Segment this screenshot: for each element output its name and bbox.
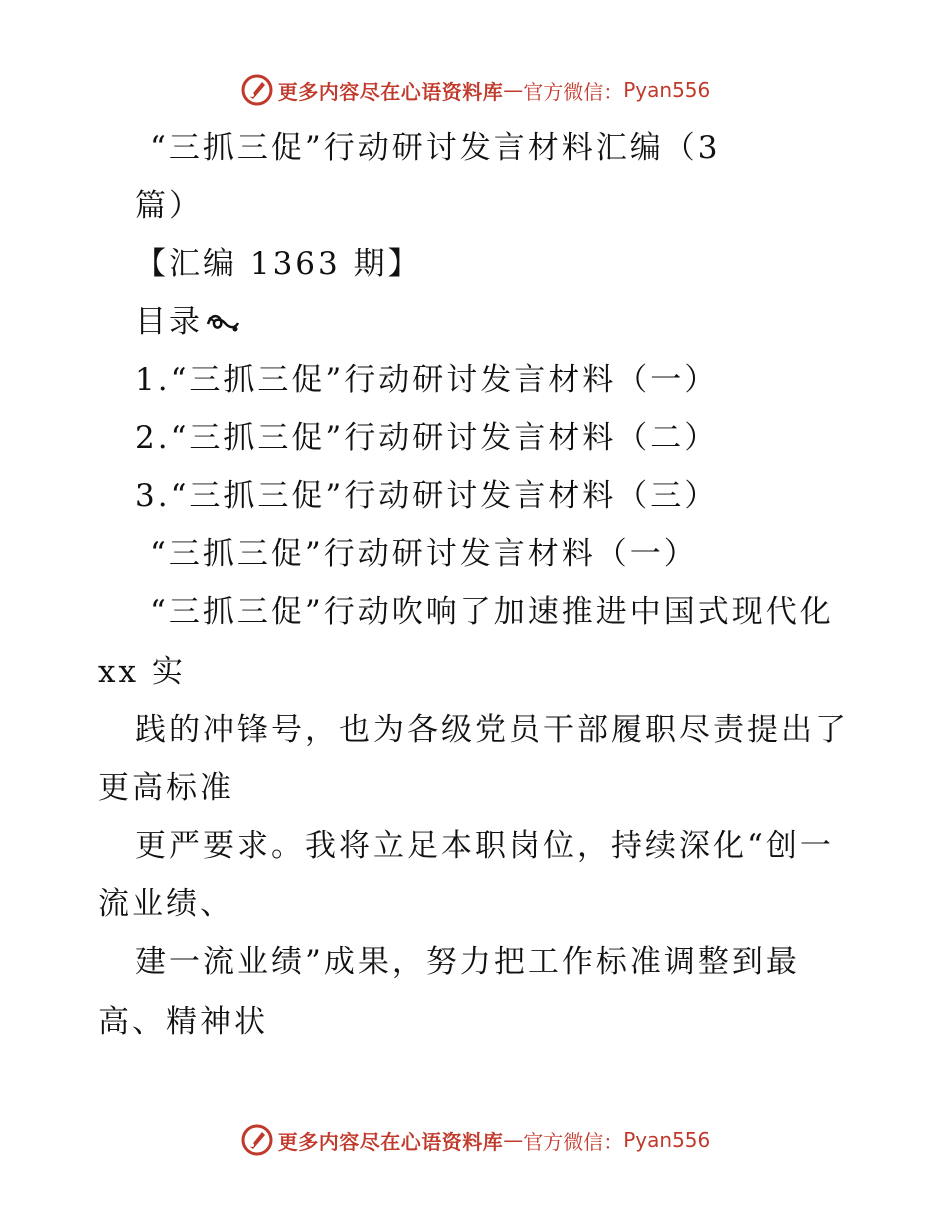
body-line-7: 建一流业绩”成果，努力把工作标准调整到最 (135, 944, 800, 980)
body-line-1: “三抓三促”行动吹响了加速推进中国式现代化 (150, 594, 834, 630)
banner-dash: — (503, 78, 524, 102)
banner-wechat-id: Pyan556 (623, 1128, 711, 1152)
banner-wechat-label: 官方微信： (523, 79, 624, 104)
body-line-2: xx 实 (98, 654, 186, 690)
toc-heading: 目录 (135, 304, 203, 340)
banner-dash: — (503, 1128, 524, 1152)
header-banner (0, 70, 950, 110)
toc-heading-row (135, 302, 241, 342)
doc-title-line2: 篇） (135, 188, 203, 224)
doc-issue: 【汇编 1363 期】 (135, 246, 422, 282)
toc-item-3[interactable]: 3.“三抓三促”行动研讨发言材料（三） (135, 478, 719, 514)
pen-logo-icon (240, 1123, 274, 1157)
toc-item-2[interactable]: 2.“三抓三促”行动研讨发言材料（二） (135, 420, 719, 456)
toc-item-1[interactable]: 1.“三抓三促”行动研讨发言材料（一） (135, 362, 719, 398)
pen-logo-icon (240, 73, 274, 107)
body-line-4: 更高标准 (98, 770, 234, 806)
doc-title-line1: “三抓三促”行动研讨发言材料汇编（3 (150, 130, 721, 166)
footer-banner (0, 1120, 950, 1160)
flourish-icon (205, 310, 241, 336)
banner-wechat-label: 官方微信： (523, 1129, 624, 1154)
banner-site-name: 更多内容尽在心语资料库 (277, 79, 504, 104)
body-line-6: 流业绩、 (98, 886, 234, 922)
body-line-5: 更严要求。我将立足本职岗位，持续深化“创一 (135, 828, 834, 864)
section-title: “三抓三促”行动研讨发言材料（一） (150, 536, 698, 572)
body-line-3: 践的冲锋号，也为各级党员干部履职尽责提出了 (135, 712, 849, 748)
banner-wechat-id: Pyan556 (623, 78, 711, 102)
body-line-8: 高、精神状 (98, 1004, 268, 1040)
banner-site-name: 更多内容尽在心语资料库 (277, 1129, 504, 1154)
